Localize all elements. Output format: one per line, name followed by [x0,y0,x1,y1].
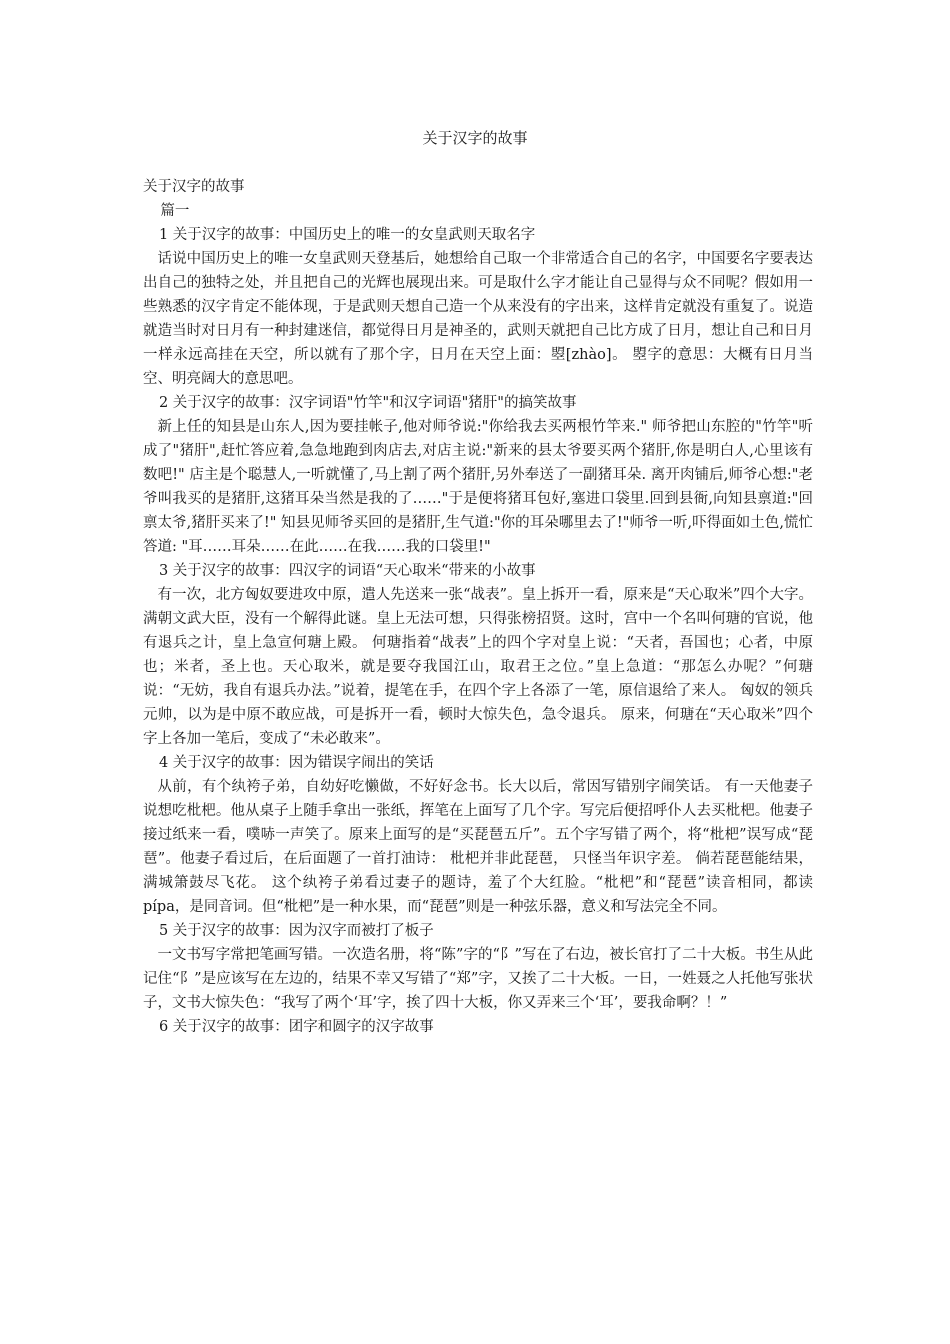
document-body [143,175,813,1039]
story-heading: 4 关于汉字的故事：因为错误字闹出的笑话 [158,755,434,771]
story-body: 从前，有个纨袴子弟，自幼好吃懒做，不好好念书。长大以后，常因写错别字闹笑话。 有一天他妻子说想吃枇杷。他从桌子上随手拿出一张纸，挥笔在上面写了几个字。写完后便招呼仆人去买枇杷。他妻子接过纸来一看，噗哧一声笑了。原来上面写的是“买琵琶五斤”。五个字写错了两个，将“枇杷”误写成“琵琶”。他妻子看过后，在后面题了一首打油诗： 枇杷并非此琵琶， 只怪当年识字差。 倘若琵琶能结果， 满城箫鼓尽飞花。 这个纨袴子弟看过妻子的题诗，羞了个大红脸。“枇杷”和“琵琶”读音相同，都读pípa，是同音词。但“枇杷”是一种水果，而“琵琶”则是一种弦乐器，意义和写法完全不同。 [143,779,813,915]
story-heading: 6 关于汉字的故事：团字和圆字的汉字故事 [158,1019,434,1035]
story-body: 一文书写字常把笔画写错。一次造名册，将“陈”字的“阝”写在了右边，被长官打了二十大板。书生从此记住“阝”是应该写在左边的，结果不幸又写错了“郑”字，又挨了二十大板。一日，一姓聂之人托他写张状子，文书大惊失色：“我写了两个‘耳’字，挨了四十大板，你又弄来三个‘耳’，要我命啊？！” [143,947,813,1011]
page-title: 关于汉字的故事 [422,129,528,147]
story-heading: 3 关于汉字的故事：四汉字的词语“天心取米“带来的小故事 [158,563,536,579]
story-body: 话说中国历史上的唯一女皇武则天登基后，她想给自己取一个非常适合自己的名字，中国要名字要表达出自己的独特之处，并且把自己的光辉也展现出来。可是取什么字才能让自己显得与众不同呢？假如用一些熟悉的汉字肯定不能体现，于是武则天想自己造一个从来没有的字出来，这样肯定就没有重复了。说造就造当时对日月有一种封建迷信，都觉得日月是神圣的，武则天就把自己比方成了日月，想让自己和日月一样永远高挂在天空，所以就有了那个字，日月在天空上面：曌[zhào]。 曌字的意思：大概有日月当空、明亮阔大的意思吧。 [143,251,813,387]
story-heading: 5 关于汉字的故事：因为汉字而被打了板子 [158,923,434,939]
story-body: 新上任的知县是山东人,因为要挂帐子,他对师爷说:"你给我去买两根竹竿来." 师爷把山东腔的"竹竿"听成了"猪肝",赶忙答应着,急急地跑到肉店去,对店主说:"新来的县太爷要买两个猪肝,你是明白人,心里该有数吧!" 店主是个聪慧人,一听就懂了,马上割了两个猪肝,另外奉送了一副猪耳朵. 离开肉铺后,师爷心想:"老爷叫我买的是猪肝,这猪耳朵当然是我的了……"于是便将猪耳包好,塞进口袋里.回到县衙,向知县禀道:"回禀太爷,猪肝买来了!" 知县见师爷买回的是猪肝,生气道:"你的耳朵哪里去了!"师爷一听,吓得面如土色,慌忙答道: "耳……耳朵……在此……在我……我的口袋里!" [143,419,813,555]
section-label: 篇一 [160,203,190,219]
story-heading: 1 关于汉字的故事：中国历史上的唯一的女皇武则天取名字 [158,227,536,243]
document-subtitle: 关于汉字的故事 [143,179,245,195]
story-heading: 2 关于汉字的故事：汉字词语"竹竿"和汉字词语"猪肝"的搞笑故事 [158,395,577,411]
story-body: 有一次，北方匈奴要进攻中原，遣人先送来一张“战表”。皇上拆开一看，原来是“天心取米”四个大字。满朝文武大臣，没有一个解得此谜。皇上无法可想，只得张榜招贤。这时，宫中一个名叫何瑭的官说，他有退兵之计，皇上急宣何瑭上殿。 何瑭指着“战表”上的四个字对皇上说：“天者，吾国也；心者，中原也；米者，圣上也。天心取米，就是要夺我国江山，取君王之位。”皇上急道：“那怎么办呢？”何瑭说：“无妨，我自有退兵办法。”说着，提笔在手，在四个字上各添了一笔，原信退给了来人。 匈奴的领兵元帅，以为是中原不敢应战，可是拆开一看，顿时大惊失色，急令退兵。 原来，何瑭在“天心取米”四个字上各加一笔后，变成了“未必敢来”。 [143,587,813,747]
